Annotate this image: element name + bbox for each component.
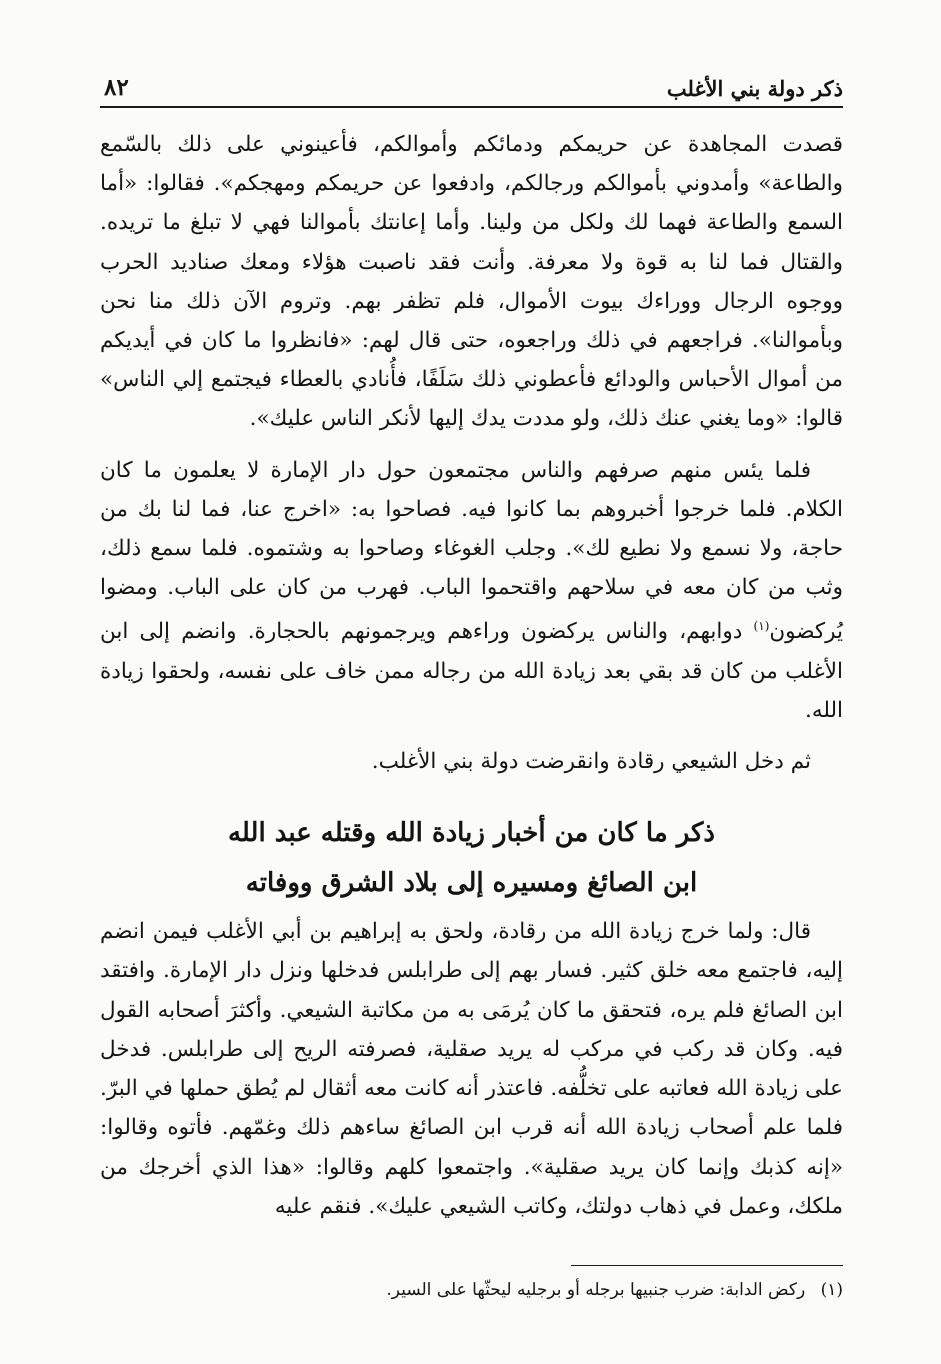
paragraph-2: [100, 451, 843, 731]
footnote: [100, 1276, 843, 1304]
paragraph-2-part-1: فلما يئس منهم صرفهم والناس مجتمعون حول دار الإمارة لا يعلمون ما كان الكلام. فلما خرجوا أخبروهم بما كانوا فيه. فصاحوا به: «اخرج عنا، فما لنا بك من حاجة، ولا نسمع ولا نطيع لك». وجلب الغوغاء وصاحوا به وشتموه. فلما سمع ذلك، وثب من كان معه في سلاحهم واقتحموا الباب. فهرب من كان على الباب. ومضوا يُركضون: [100, 457, 843, 645]
paragraph-1: قصدت المجاهدة عن حريمكم ودمائكم وأموالكم، فأعينوني على ذلك بالسّمع والطاعة» وأمدوني بأموالكم ورجالكم، وادفعوا عن حريمكم ومهجكم». فقالوا: «أما السمع والطاعة فهما لك ولكل من ولينا. وأما إعانتك بأموالنا فهي لا تبلغ ما تريده. والقتال فما لنا به قوة ولا معرفة. وأنت فقد ناصبت هؤلاء ومعك صناديد الحرب ووجوه الرجال ووراءك بيوت الأموال، فلم تظفر بهم. وتروم الآن ذلك منا نحن وبأموالنا». فراجعهم في ذلك وراجعوه، حتى قال لهم: «فانظروا ما كان في أيديكم من أموال الأحباس والودائع فأعطوني ذلك سَلَفًا، فأُنادي بالعطاء فيجتمع إلي الناس» قالوا: «وما يغني عنك ذلك، ولو مددت يدك إليها لأنكر الناس عليك».: [100, 132, 843, 432]
footnote-separator: [571, 1265, 843, 1266]
main-text: [100, 125, 843, 781]
page-number: ٨٢: [104, 74, 129, 101]
section-heading: [100, 808, 843, 908]
running-title: ذكر دولة بني الأغلب: [666, 76, 843, 101]
section-paragraph-1: قال: ولما خرج زيادة الله من رقادة، ولحق به إبراهيم بن أبي الأغلب فيمن انضم إليه، فاجتمع معه خلق كثير. فسار بهم إلى طرابلس فدخلها ونزل دار الإمارة. وافتقد ابن الصائغ فلم يره، فتحقق ما كان يُرمَى به من مكاتبة الشيعي. وأكثرَ أصحابه القول فيه. وكان قد ركب في مركب له يريد صقلية، فصرفته الريح إلى طرابلس. فدخل على زيادة الله فعاتبه على تخلُّفه. فاعتذر أنه كانت معه أثقال لم يُطق حملها في البرّ. فلما علم أصحاب زيادة الله أنه قرب ابن الصائغ ساءهم ذلك وغمّهم. فأتوه وقالوا: «إنه كذبك وإنما كان يريد صقلية». واجتمعوا كلهم وقالوا: «هذا الذي أخرجك من ملكك، وعمل في ذهاب دولتك، وكاتب الشيعي عليك». فنقم عليه: [100, 919, 843, 1220]
book-page: [100, 0, 843, 1364]
paragraph-3: ثم دخل الشيعي رقادة وانقرضت دولة بني الأغلب.: [371, 749, 811, 775]
footnote-number: (١): [820, 1280, 843, 1300]
section-text: [100, 912, 843, 1226]
paragraph-2-part-2: دوابهم، والناس يركضون وراءهم ويرجمونهم بالحجارة. وانضم إلى ابن الأغلب من كان قد بقي بعد زيادة الله من رجاله ممن خاف على نفسه، ولحقوا زيادة الله.: [100, 619, 843, 723]
section-heading-line-1: ذكر ما كان من أخبار زيادة الله وقتله عبد الله: [227, 818, 716, 848]
footnote-text: ركض الدابة: ضرب جنبيها برجله أو برجليه ليحثّها على السير.: [386, 1280, 806, 1300]
footnote-reference: (١): [753, 619, 770, 634]
page-header: [100, 76, 843, 108]
section-heading-line-2: ابن الصائغ ومسيره إلى بلاد الشرق ووفاته: [245, 868, 698, 898]
